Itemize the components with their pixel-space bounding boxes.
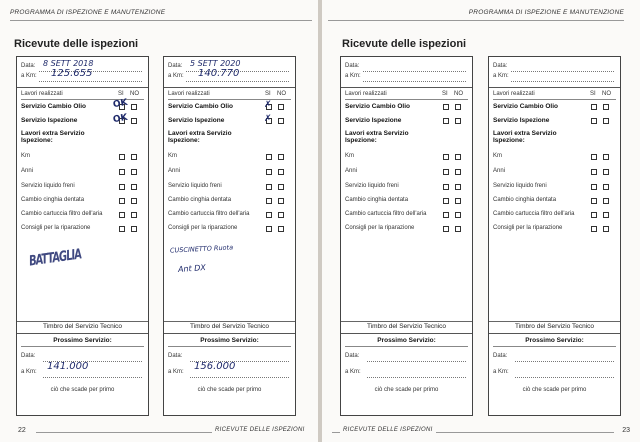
extra-item-label: Consigli per la riparazione bbox=[493, 225, 563, 231]
next-km-value: 156.000 bbox=[194, 361, 236, 372]
km-label: a Km: bbox=[345, 73, 361, 79]
separator bbox=[168, 99, 291, 100]
next-km-label: a Km: bbox=[21, 369, 37, 375]
yes-column-label: SI bbox=[590, 91, 596, 97]
extra-item-label: Consigli per la riparazione bbox=[168, 225, 238, 231]
no-checkbox[interactable] bbox=[455, 184, 461, 190]
next-km-label: a Km: bbox=[168, 369, 184, 375]
extra-work-label: Lavori extra Servizio Ispezione: bbox=[168, 130, 232, 144]
stamp-label: Timbro del Servizio Tecnico bbox=[366, 323, 447, 330]
next-service-title: Prossimo Servizio: bbox=[200, 337, 259, 344]
yes-checkbox[interactable] bbox=[591, 104, 597, 110]
inspection-check-mark: OK bbox=[112, 112, 129, 126]
extra-work-label: Lavori extra Servizio Ispezione: bbox=[345, 130, 409, 144]
extra-item-label: Anni bbox=[168, 168, 181, 174]
separator bbox=[21, 346, 144, 347]
separator bbox=[164, 87, 295, 88]
next-km-line bbox=[367, 377, 466, 378]
yes-checkbox[interactable] bbox=[266, 169, 272, 175]
extra-item-label: Cambio cinghia dentata bbox=[493, 197, 557, 203]
no-checkbox[interactable] bbox=[455, 104, 461, 110]
no-checkbox[interactable] bbox=[603, 104, 609, 110]
extra-item-label: Cambio cartuccia filtro dell'aria bbox=[493, 211, 575, 217]
yes-checkbox[interactable] bbox=[119, 198, 125, 204]
extra-item-label: Cambio cinghia dentata bbox=[168, 197, 232, 203]
date-value: 5 SETT 2020 bbox=[190, 59, 241, 68]
date-value: 8 SETT 2018 bbox=[43, 59, 94, 68]
no-column-label: NO bbox=[454, 91, 463, 97]
expiry-note: ciò che scade per primo bbox=[522, 387, 587, 393]
yes-checkbox[interactable] bbox=[266, 212, 272, 218]
separator bbox=[341, 87, 472, 88]
inspection-service-label: Servizio Ispezione bbox=[345, 117, 402, 124]
extra-item-label: Anni bbox=[21, 168, 34, 174]
yes-checkbox[interactable] bbox=[266, 184, 272, 190]
separator bbox=[341, 333, 472, 334]
next-service-title: Prossimo Servizio: bbox=[53, 337, 112, 344]
yes-checkbox[interactable] bbox=[591, 154, 597, 160]
no-checkbox[interactable] bbox=[455, 118, 461, 124]
extra-work-label: Lavori extra Servizio Ispezione: bbox=[493, 130, 557, 144]
date-label: Data: bbox=[493, 63, 508, 69]
inspection-service-label: Servizio Ispezione bbox=[21, 117, 78, 124]
next-date-label: Data: bbox=[21, 353, 36, 359]
oil-service-label: Servizio Cambio Olio bbox=[345, 103, 411, 110]
km-value: 125.655 bbox=[51, 68, 93, 79]
next-date-line bbox=[367, 361, 466, 362]
extra-item-label: Cambio cartuccia filtro dell'aria bbox=[345, 211, 427, 217]
header-rule bbox=[10, 20, 312, 21]
yes-checkbox[interactable] bbox=[119, 169, 125, 175]
yes-checkbox[interactable] bbox=[443, 184, 449, 190]
separator bbox=[17, 87, 148, 88]
separator bbox=[164, 321, 295, 322]
separator bbox=[489, 333, 620, 334]
next-km-line bbox=[190, 377, 289, 378]
next-km-label: a Km: bbox=[345, 369, 361, 375]
separator bbox=[493, 346, 616, 347]
stamp-label: Timbro del Servizio Tecnico bbox=[514, 323, 595, 330]
km-line bbox=[363, 81, 466, 82]
no-checkbox[interactable] bbox=[455, 169, 461, 175]
yes-checkbox[interactable] bbox=[266, 154, 272, 160]
extra-item-label: Cambio cartuccia filtro dell'aria bbox=[21, 211, 103, 217]
work-done-label: Lavori realizzati bbox=[21, 91, 63, 97]
technician-signature: BATTAGLIA bbox=[28, 247, 83, 270]
no-checkbox[interactable] bbox=[131, 184, 137, 190]
no-checkbox[interactable] bbox=[131, 118, 137, 124]
date-line bbox=[511, 71, 614, 72]
yes-checkbox[interactable] bbox=[266, 198, 272, 204]
km-label: a Km: bbox=[168, 73, 184, 79]
separator bbox=[345, 99, 468, 100]
yes-checkbox[interactable] bbox=[591, 118, 597, 124]
extra-item-label: Anni bbox=[345, 168, 358, 174]
no-checkbox[interactable] bbox=[603, 169, 609, 175]
date-line bbox=[363, 71, 466, 72]
running-header: PROGRAMMA DI ISPEZIONE E MANUTENZIONE bbox=[468, 9, 624, 16]
no-checkbox[interactable] bbox=[278, 184, 284, 190]
separator bbox=[489, 87, 620, 88]
extra-item-label: Cambio cartuccia filtro dell'aria bbox=[168, 211, 250, 217]
next-date-label: Data: bbox=[493, 353, 508, 359]
separator bbox=[168, 346, 291, 347]
no-checkbox[interactable] bbox=[278, 198, 284, 204]
running-header: PROGRAMMA DI ISPEZIONE E MANUTENZIONE bbox=[10, 9, 166, 16]
extra-work-label: Lavori extra Servizio Ispezione: bbox=[21, 130, 85, 144]
no-checkbox[interactable] bbox=[455, 154, 461, 160]
left-page bbox=[0, 0, 318, 442]
inspection-service-label: Servizio Ispezione bbox=[168, 117, 225, 124]
extra-item-label: Km bbox=[345, 153, 354, 159]
oil-service-label: Servizio Cambio Olio bbox=[168, 103, 234, 110]
footer-text-right: RICEVUTE DELLE ISPEZIONI bbox=[340, 427, 436, 433]
expiry-note: ciò che scade per primo bbox=[50, 387, 115, 393]
yes-checkbox[interactable] bbox=[443, 212, 449, 218]
no-checkbox[interactable] bbox=[131, 226, 137, 232]
separator bbox=[489, 321, 620, 322]
no-column-label: NO bbox=[602, 91, 611, 97]
no-checkbox[interactable] bbox=[131, 104, 137, 110]
km-line bbox=[511, 81, 614, 82]
no-checkbox[interactable] bbox=[603, 118, 609, 124]
no-checkbox[interactable] bbox=[278, 104, 284, 110]
date-label: Data: bbox=[168, 63, 183, 69]
no-checkbox[interactable] bbox=[131, 169, 137, 175]
next-service-title: Prossimo Servizio: bbox=[377, 337, 436, 344]
date-label: Data: bbox=[345, 63, 360, 69]
stamp-label: Timbro del Servizio Tecnico bbox=[189, 323, 270, 330]
no-checkbox[interactable] bbox=[455, 212, 461, 218]
km-label: a Km: bbox=[493, 73, 509, 79]
section-title: Ricevute delle ispezioni bbox=[14, 38, 139, 50]
yes-checkbox[interactable] bbox=[591, 198, 597, 204]
extra-item-label: Consigli per la riparazione bbox=[21, 225, 91, 231]
no-checkbox[interactable] bbox=[603, 198, 609, 204]
no-checkbox[interactable] bbox=[278, 212, 284, 218]
separator bbox=[17, 333, 148, 334]
yes-checkbox[interactable] bbox=[443, 104, 449, 110]
yes-checkbox[interactable] bbox=[443, 169, 449, 175]
page-number-left: 22 bbox=[18, 427, 26, 434]
no-checkbox[interactable] bbox=[131, 212, 137, 218]
no-checkbox[interactable] bbox=[278, 154, 284, 160]
no-checkbox[interactable] bbox=[278, 118, 284, 124]
separator bbox=[345, 346, 468, 347]
yes-checkbox[interactable] bbox=[443, 154, 449, 160]
no-checkbox[interactable] bbox=[455, 226, 461, 232]
yes-column-label: SI bbox=[265, 91, 271, 97]
work-done-label: Lavori realizzati bbox=[345, 91, 387, 97]
yes-checkbox[interactable] bbox=[119, 184, 125, 190]
extra-item-label: Cambio cinghia dentata bbox=[345, 197, 409, 203]
expiry-note: ciò che scade per primo bbox=[197, 387, 262, 393]
yes-column-label: SI bbox=[118, 91, 124, 97]
next-service-title: Prossimo Servizio: bbox=[525, 337, 584, 344]
work-done-label: Lavori realizzati bbox=[493, 91, 535, 97]
page-number-right: 23 bbox=[622, 427, 630, 434]
yes-checkbox[interactable] bbox=[119, 154, 125, 160]
no-checkbox[interactable] bbox=[278, 226, 284, 232]
no-checkbox[interactable] bbox=[603, 212, 609, 218]
extra-item-label: Cambio cinghia dentata bbox=[21, 197, 85, 203]
inspection-card-1 bbox=[16, 56, 149, 416]
yes-checkbox[interactable] bbox=[266, 226, 272, 232]
extra-item-label: Servizio liquido freni bbox=[345, 183, 399, 189]
inspection-card-4 bbox=[488, 56, 621, 416]
separator bbox=[164, 333, 295, 334]
next-date-label: Data: bbox=[345, 353, 360, 359]
no-checkbox[interactable] bbox=[603, 154, 609, 160]
extra-item-label: Consigli per la riparazione bbox=[345, 225, 415, 231]
oil-service-label: Servizio Cambio Olio bbox=[493, 103, 559, 110]
yes-checkbox[interactable] bbox=[119, 226, 125, 232]
work-done-label: Lavori realizzati bbox=[168, 91, 210, 97]
no-checkbox[interactable] bbox=[455, 198, 461, 204]
next-km-value: 141.000 bbox=[47, 361, 89, 372]
expiry-note: ciò che scade per primo bbox=[374, 387, 439, 393]
next-km-label: a Km: bbox=[493, 369, 509, 375]
section-title: Ricevute delle ispezioni bbox=[342, 38, 467, 50]
separator bbox=[493, 99, 616, 100]
extra-item-label: Anni bbox=[493, 168, 506, 174]
yes-checkbox[interactable] bbox=[591, 169, 597, 175]
oil-service-label: Servizio Cambio Olio bbox=[21, 103, 87, 110]
yes-checkbox[interactable] bbox=[119, 212, 125, 218]
yes-checkbox[interactable] bbox=[591, 184, 597, 190]
next-km-line bbox=[515, 377, 614, 378]
inspection-service-label: Servizio Ispezione bbox=[493, 117, 550, 124]
no-checkbox[interactable] bbox=[603, 226, 609, 232]
header-rule bbox=[328, 20, 624, 21]
no-checkbox[interactable] bbox=[603, 184, 609, 190]
oil-cross-mark: ✗ bbox=[264, 100, 272, 110]
extra-item-label: Servizio liquido freni bbox=[493, 183, 547, 189]
inspection-cross-mark: ✗ bbox=[264, 114, 272, 124]
yes-checkbox[interactable] bbox=[591, 226, 597, 232]
extra-item-label: Km bbox=[21, 153, 30, 159]
yes-checkbox[interactable] bbox=[443, 118, 449, 124]
yes-checkbox[interactable] bbox=[591, 212, 597, 218]
repair-note: CUSCINETTO Ruota bbox=[169, 243, 234, 255]
extra-item-label: Servizio liquido freni bbox=[21, 183, 75, 189]
stamp-label: Timbro del Servizio Tecnico bbox=[42, 323, 123, 330]
extra-item-label: Km bbox=[493, 153, 502, 159]
yes-column-label: SI bbox=[442, 91, 448, 97]
km-label: a Km: bbox=[21, 73, 37, 79]
repair-note-line2: Ant DX bbox=[177, 263, 207, 274]
yes-checkbox[interactable] bbox=[443, 226, 449, 232]
inspection-card-3 bbox=[340, 56, 473, 416]
no-checkbox[interactable] bbox=[131, 198, 137, 204]
no-column-label: NO bbox=[130, 91, 139, 97]
inspection-card-2 bbox=[163, 56, 296, 416]
date-label: Data: bbox=[21, 63, 36, 69]
no-checkbox[interactable] bbox=[131, 154, 137, 160]
km-value: 140.770 bbox=[198, 68, 240, 79]
extra-item-label: Servizio liquido freni bbox=[168, 183, 222, 189]
next-date-line bbox=[515, 361, 614, 362]
km-line bbox=[39, 81, 142, 82]
no-column-label: NO bbox=[277, 91, 286, 97]
extra-item-label: Km bbox=[168, 153, 177, 159]
separator bbox=[17, 321, 148, 322]
oil-check-mark: OK bbox=[112, 97, 129, 111]
no-checkbox[interactable] bbox=[278, 169, 284, 175]
yes-checkbox[interactable] bbox=[443, 198, 449, 204]
next-date-label: Data: bbox=[168, 353, 183, 359]
footer-text-left: RICEVUTE DELLE ISPEZIONI bbox=[212, 427, 308, 433]
km-line bbox=[186, 81, 289, 82]
separator bbox=[341, 321, 472, 322]
right-page bbox=[322, 0, 640, 442]
next-km-line bbox=[43, 377, 142, 378]
